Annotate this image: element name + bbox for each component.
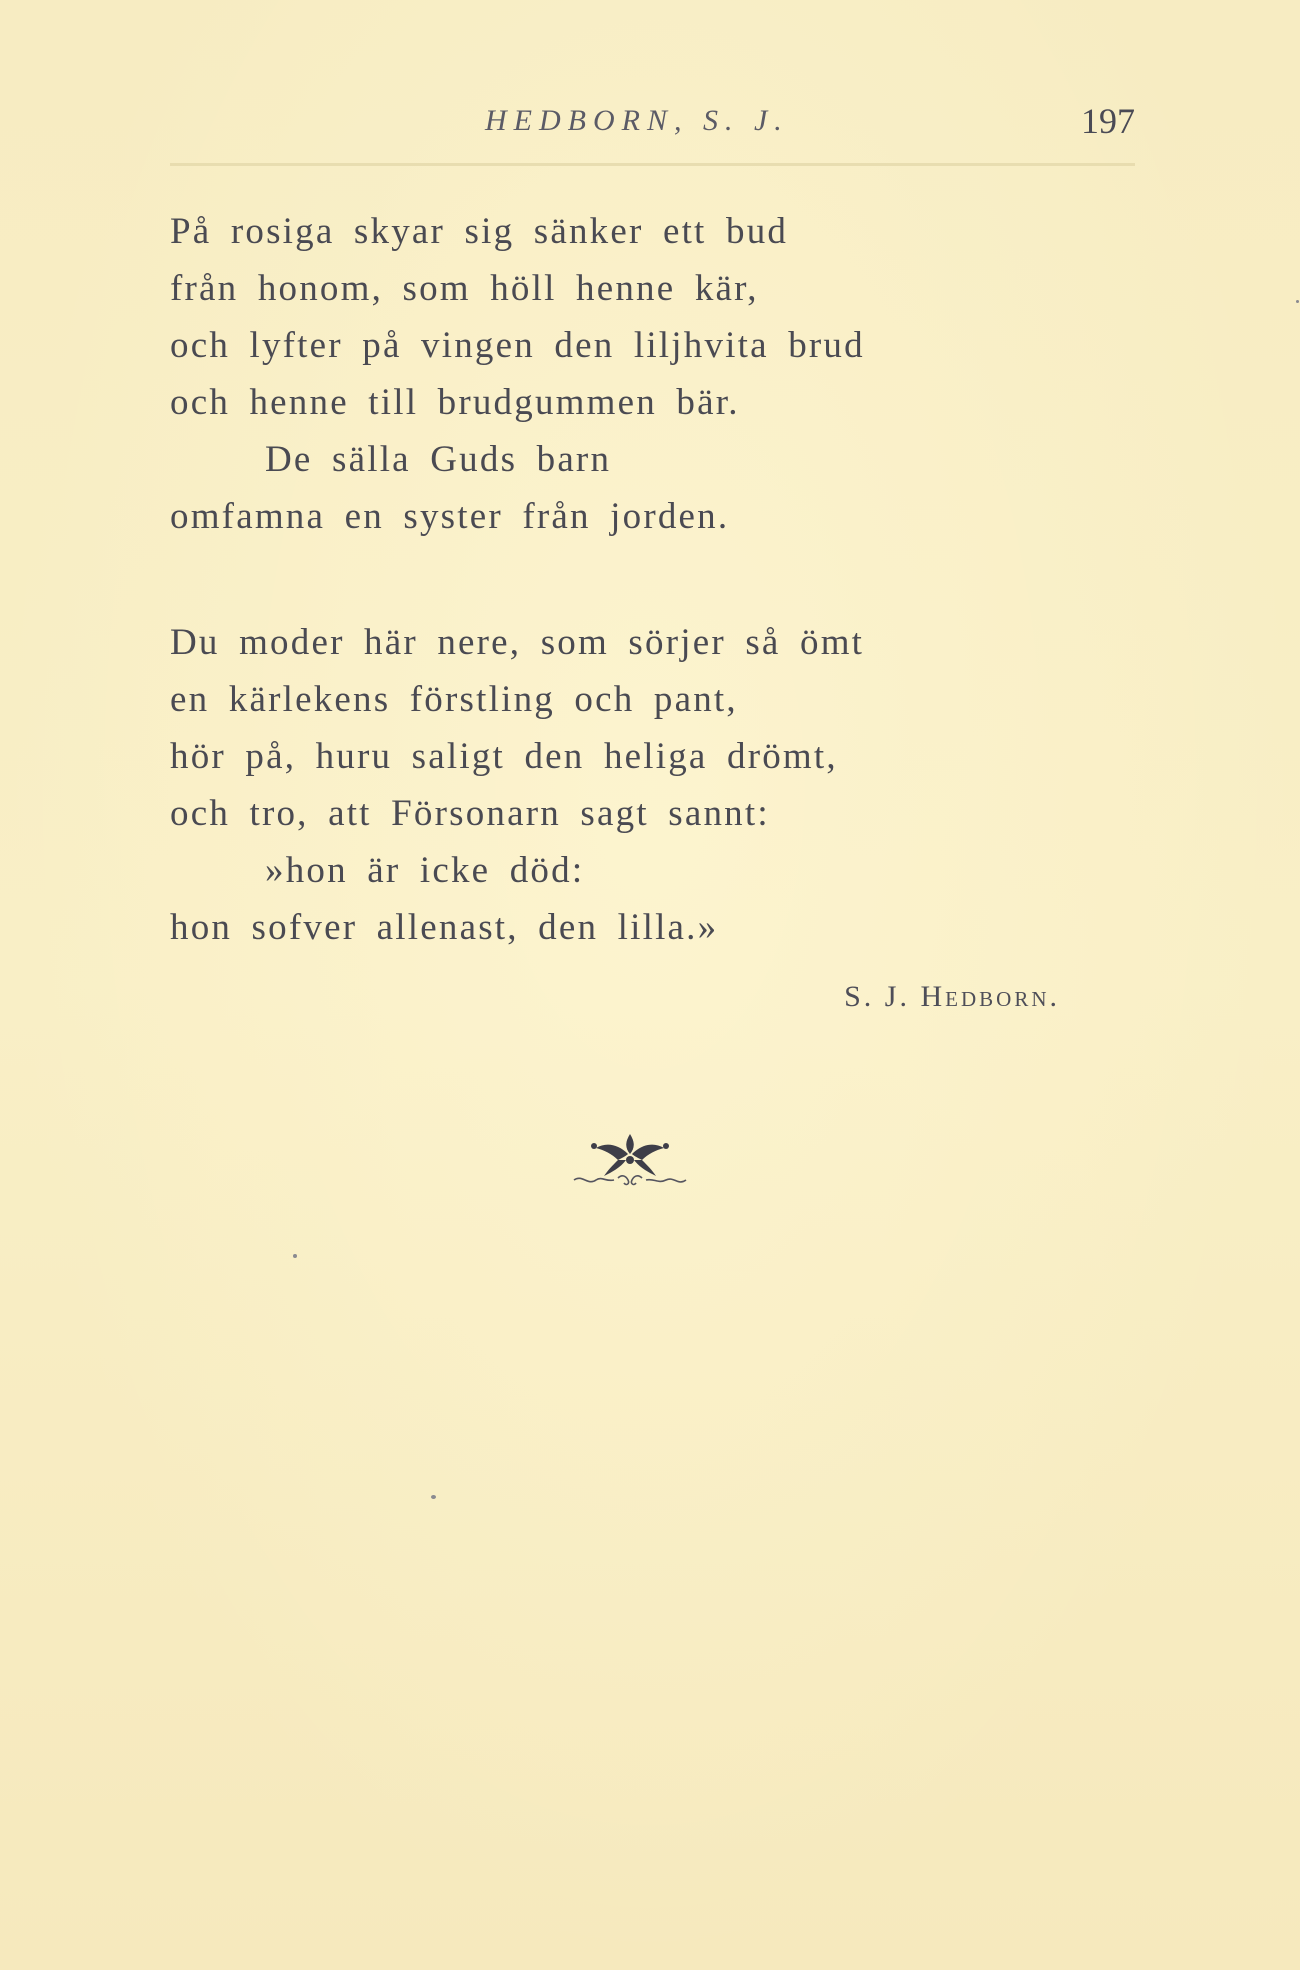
verse-line: hon sofver allenast, den lilla.»	[170, 907, 719, 948]
page-number: 197	[1081, 101, 1135, 141]
stanza-2	[170, 614, 1070, 956]
paper-speck	[1296, 300, 1299, 303]
verse-line: från honom, som höll henne kär,	[170, 268, 759, 309]
running-title: HEDBORN, S. J.	[485, 104, 789, 137]
paper-speck	[431, 1495, 436, 1499]
author-signature: S. J. Hedborn.	[844, 980, 1060, 1013]
verse-line: och tro, att Försonarn sagt sannt:	[170, 793, 770, 834]
verse-line: en kärlekens förstling och pant,	[170, 679, 738, 720]
header-rule	[170, 163, 1135, 166]
verse-line: omfamna en syster från jorden.	[170, 496, 730, 537]
verse-line-indented: »hon är icke död:	[265, 850, 585, 891]
verse-line: hör på, huru saligt den heliga drömt,	[170, 736, 838, 777]
paper-speck	[293, 1254, 297, 1258]
floral-fleuron-icon	[570, 1130, 690, 1190]
verse-line: och henne till brudgummen bär.	[170, 382, 740, 423]
running-head	[170, 100, 1135, 150]
stanza-1	[170, 203, 1070, 545]
verse-line: och lyfter på vingen den liljhvita brud	[170, 325, 865, 366]
verse-line: På rosiga skyar sig sänker ett bud	[170, 211, 789, 252]
verse-line: Du moder här nere, som sörjer så ömt	[170, 622, 865, 663]
verse-line-indented: De sälla Guds barn	[265, 439, 612, 480]
